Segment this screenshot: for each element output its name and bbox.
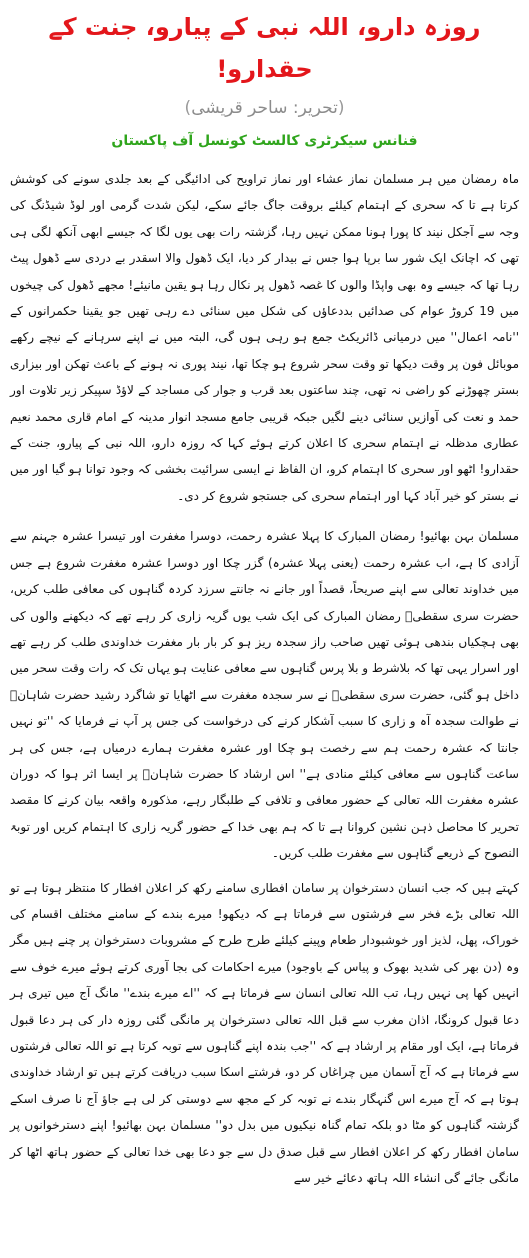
byline — [10, 90, 519, 126]
byline-close-paren: ) — [184, 98, 192, 118]
article-paragraph-1: ماہ رمضان میں ہر مسلمان نماز عشاء اور نماز تراویح کی ادائیگی کے بعد جلدی سونے کی کوشش کرتا ہے تا کہ سحری کے اہتمام کیلئے بروقت جاگ جائے سکے، لیکن شدت گرمی اور لوڈ شیڈنگ کی وجہ سے آجکل نیند کا پورا ہونا ممکن نہیں رہا، گزشتہ رات بھی یوں لگا کہ جیسے ابھی آنکھ لگی ہی تھی کہ اچانک ایک شور سا برپا ہوا جس نے بیدار کر دیا، ایک ڈھول والا اسقدر بے دردی سے ڈھول پیٹ رہا تھا کہ جیسے وہ بھی واپڈا والوں کا غصہ ڈھول پر نکال رہا ہو یقین مانیئے! مجھے ڈھول کی چیخوں میں 19 کروڑ عوام کی صدائیں بددعاؤں کی شکل میں سنائی دے رہی تھیں جو یقینا حکمرانوں کے ''نامہ اعمال'' میں درمیانی ڈائریکٹ جمع ہو رہی ہوں گی، البتہ میں نے اپنے سرہانے کے نیچے رکھے موبائل فون پر وقت دیکھا تو وقت سحر شروع ہو چکا تھا، نیند پوری نہ ہونے کے باعث تھکن اور بیزاری بستر چھوڑنے کو راضی نہ تھی، چند ساعتوں بعد قرب و جوار کی مساجد کے لاؤڈ سپیکر زیر تلاوت اور حمد و نعت کی آوازیں سنائی دینے لگیں جبکہ قریبی جامع مسجد انوار مدینہ کے امام قاری محمد نعیم عطاری مدظلہ نے اہتمام سحری کا اعلان کرتے ہوئے کہا کہ روزہ دارو، اللہ نبی کے پیارو، جنت کے حقدارو! اٹھو اور سحری کا اہتمام کرو، ان الفاظ نے ایسی سرائیت بخشی کہ وجود توانا ہو گیا اور میں نے بستر کو خیر آباد کہا اور اہتمام سحری کی جستجو شروع کر دی۔ — [10, 172, 519, 503]
author-organization: فنانس سیکرٹری کالسٹ کونسل آف پاکستان — [111, 133, 418, 149]
byline-open-paren: ( — [337, 98, 345, 118]
article-paragraph-2: مسلمان بہن بھائیو! رمضان المبارک کا پہلا عشرہ رحمت، دوسرا مغفرت اور تیسرا عشرہ جہنم سے آزادی کا ہے، اب عشرہ رحمت (یعنی پہلا عشرہ) گزر چکا اور دوسرا عشرہ مغفرت شروع ہے جس میں خداوند تعالی سے اپنے صریحاً، قصداً اور جانے نہ جانتے سرزد کردہ گناہوں کی معافی طلب کریں، حضرت سری سقطیؒ رمضان المبارک کی ایک شب یوں گریہ زاری کر رہے تھے کہ دیکھنے والوں کی بھی ہچکیاں بندھی ہوئی تھیں صاحب راز سجدہ ریز ہو کر بار بار مغفرت خداوندی طلب کر رہے تھے اور اسرار یہی تھا کہ بلاشرط و بلا پرس گناہوں سے معافی عنایت ہو یہاں تک کہ رات وقت سحر میں داخل ہو گئی، حضرت سری سقطیؒ نے سر سجدہ مغفرت سے اٹھایا تو شاگرد رشید حضرت شاہانؒ نے طوالت سجدہ آہ و زاری کا سبب آشکار کرنے کی درخواست کی جس پر آپ نے فرمایا کہ ''تو نہیں جانتا کہ عشرہ رحمت ہم سے رخصت ہو چکا اور عشرہ مغفرت ہمارے درمیاں ہے، جس کی ہر ساعت گناہوں سے معافی کیلئے منادی ہے'' اس ارشاد کا حضرت شاہانؒ پر ایسا اثر ہوا کہ دوران عشرہ مغفرت اللہ تعالی کے حضور معافی و تلافی کے طلبگار رہے، مذکورہ واقعہ بیان کرنے کا مقصد تحریر کا محاصل ذہن نشین کروانا ہے تا کہ ہم بھی خدا کے حضور گریہ زاری کا اہتمام کریں اور توبۃ النصوح کے ذریعے گناہوں سے مغفرت طلب کریں۔ — [10, 529, 519, 861]
article-paragraph-3: کہتے ہیں کہ جب انسان دسترخوان پر سامان افطاری سامنے رکھ کر اعلان افطار کا منتظر ہوتا ہے تو اللہ تعالی بڑے فخر سے فرشتوں سے فرماتا ہے کہ دیکھو! میرے بندے کے سامنے مختلف اقسام کی خوراک، پھل، لذیز اور خوشبودار طعام وپینے کیلئے طرح طرح کے مشروبات دسترخوان پر چنے ہیں مگر وہ (دن بھر کی شدید بھوک و پیاس کے باوجود) میرے احکامات کی بجا آوری کرتے ہوئے میرے خوف سے انہیں کھا پی نہیں رہا، تب اللہ تعالی انسان سے فرماتا ہے کہ ''اے میرے بندے'' مانگ آج میں تیری ہر دعا قبول کرونگا، اذان مغرب سے قبل اللہ تعالی دسترخوان پر مانگی گئی روزہ دار کی ہر دعا قبول فرماتا ہے، ایک اور مقام پر ارشاد ہے کہ ''جب بندہ اپنے گناہوں سے توبہ کرتا ہے تو اللہ تعالی فرشتوں سے فرماتا ہے کہ آج آسمان میں چراغاں کر دو، فرشتے اسکا سبب دریافت کرتے ہیں تو ارشاد خداوندی ہوتا ہے کہ آج میرے اس گنہگار بندے نے توبہ کر کے مجھ سے دوستی کر لی ہے جاؤ آج نا صرف اسکے گزشتہ گناہوں کو مٹا دو بلکہ تمام گناہ نیکیوں میں بدل دو'' مسلمان بہن بھائیو! اپنے دسترخوانوں پر سامان افطار رکھ کر اعلان افطار سے قبل صدق دل سے جو دعا بھی خدا تعالی کے حضور ہاتھ اٹھا کر مانگی جائے گی انشاء اللہ ہاتھ دعائے خیر سے — [10, 880, 519, 1186]
article-title: روزہ دارو، اللہ نبی کے پیارو، جنت کے حقدارو! — [48, 13, 481, 83]
byline-text: تحریر: ساحر قریشی — [191, 98, 338, 118]
